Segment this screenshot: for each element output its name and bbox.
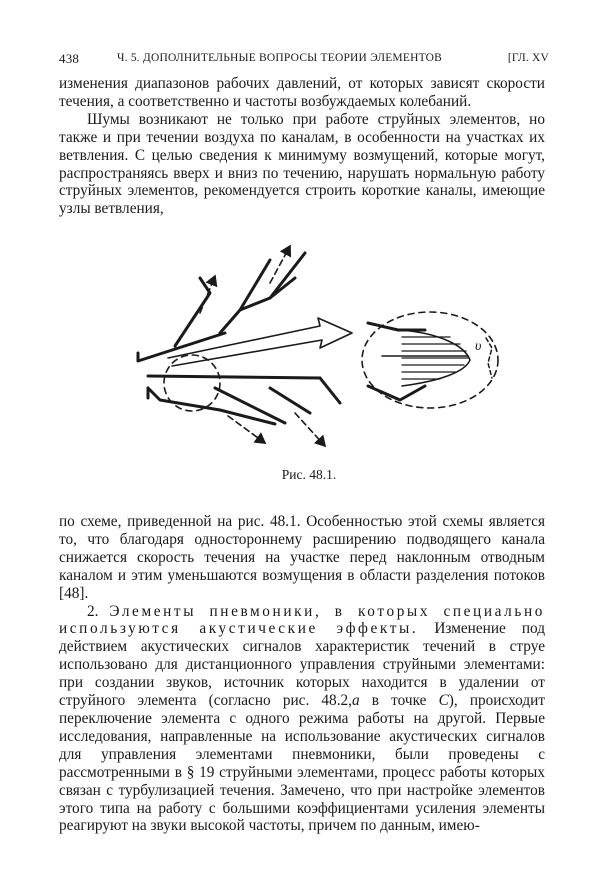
fig-ref-a: a [352,692,360,710]
branch-upper-4 [270,253,305,298]
paragraph-acoustic-text-b: в точке [371,692,427,710]
figure-48-1 [120,238,510,463]
figure-caption-text: Рис. 48.1. [281,467,337,482]
magnified-bracket [486,338,492,378]
branch-lower-3 [320,378,340,403]
flow-arrow-down-2 [295,413,325,446]
running-head [59,51,549,69]
paragraph-scheme: по схеме, приведенной на рис. 48.1. Особенностью этой схемы является то, что благодаря одностороннему расширению подводящего канала снижается скорость течения на участке перед наклонным отводным каналом и этим уменьшаются возмущения в области разделения потоков [48]. [59,513,545,602]
channel-branching-diagram [120,238,510,463]
paragraph-acoustic [59,603,545,836]
chapter-label: [ГЛ. XV [507,52,549,64]
paragraph-acoustic-text-c: ), происходит переключение элемента с одного режима работы на другой. Первые исследования, направленные на использование акустических сигналов для управления элементами пневмоники, были проведены с рассмотренными в § 19 струйными элементами, процесс работы которых связан с турбулизацией течения. Замечено, что при настройке элементов этого типа на работу с большими коэффициентами усиления элементы реагируют на звуки высокой частоты, причем по данным, имею- [59,692,545,835]
paragraph-noise: Шумы возникают не только при работе струйных элементов, но также и при течении воздуха по каналам, в особенности на участках их ветвления. С целью сведения к минимуму возмущений, которые могут, распространяясь вверх и вниз по течению, нарушать нормальную работу струйных элементов, рекомендуется строить короткие каналы, имеющие узлы ветвления, [59,110,545,218]
point-c-label: C [438,692,449,710]
branch-upper-1 [175,278,210,346]
paragraph-acoustic-text-a: Изменение под действием акустических сигналов характеристик течений в струе использовано для дистанционного управления струйными элементами: при создании звуков, источник которых находится в удалении от струйного элемента (согласно рис. 48.2, [59,620,546,710]
paragraph-continuation: изменения диапазонов рабочих давлений, от которых зависят скорости течения, а соответственно и частоты возбуждаемых колебаний. [59,75,545,110]
channel-lower-wall [148,388,275,424]
branch-upper-2 [220,260,270,333]
text-block-top [59,75,545,218]
branch-lower-2 [270,388,310,413]
velocity-lines [402,337,468,379]
text-block-bottom [59,513,545,835]
page-number: 438 [59,51,80,66]
magnified-lower-wall [368,386,425,400]
running-title: Ч. 5. ДОПОЛНИТЕЛЬНЫЕ ВОПРОСЫ ТЕОРИИ ЭЛЕМЕНТОВ [117,52,443,64]
item-heading-spaced: Элементы пневмоники, в которых специально используются акустические эффекты. [59,602,546,638]
velocity-label: υ [475,339,482,354]
magnified-upper-wall [368,323,425,330]
figure-caption [0,467,600,483]
channel-center-line [148,376,320,378]
item-number: 2. [87,602,99,620]
junction-detail-ellipse [164,355,220,411]
